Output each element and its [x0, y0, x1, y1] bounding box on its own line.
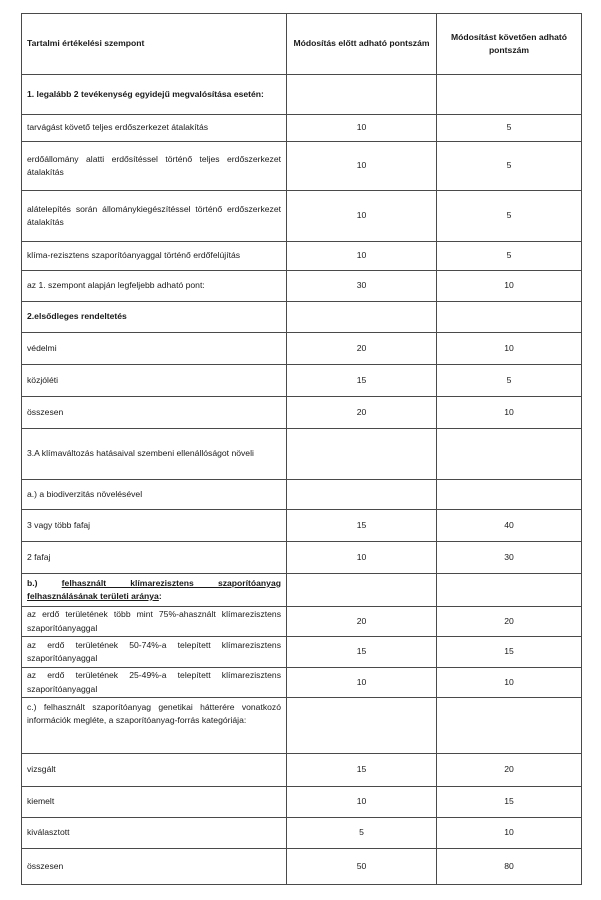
- table-row: [22, 142, 582, 191]
- row-label: védelmi: [22, 333, 287, 365]
- row-score-after: 5: [437, 191, 582, 242]
- row-label: klíma-rezisztens szaporítóanyaggal történő erdőfelújítás: [22, 242, 287, 271]
- row-score-before: 15: [287, 754, 437, 787]
- row-score-after: 5: [437, 115, 582, 142]
- row-score-after: [437, 302, 582, 333]
- table-row: [22, 191, 582, 242]
- row-label: kiemelt: [22, 787, 287, 818]
- row-label: 3 vagy több fafaj: [22, 510, 287, 542]
- row-label: c.) felhasznált szaporítóanyag genetikai hátterére vonatkozó információk megléte, a szaporítóanyag-forrás kategóriája:: [22, 698, 287, 754]
- row-label: 1. legalább 2 tevékenység egyidejű megvalósítása esetén:: [22, 75, 287, 115]
- row-score-before: 20: [287, 397, 437, 429]
- row-label: az erdő területének 50-74%-a telepített klímarezisztens szaporítóanyaggal: [22, 637, 287, 668]
- row-score-before: 20: [287, 333, 437, 365]
- row-score-before: 15: [287, 510, 437, 542]
- row-label: a.) a biodiverzitás növelésével: [22, 480, 287, 510]
- table-row: [22, 333, 582, 365]
- row-score-after: 15: [437, 637, 582, 668]
- row-score-before: 10: [287, 542, 437, 574]
- row-label: összesen: [22, 849, 287, 885]
- header-criterion: Tartalmi értékelési szempont: [22, 14, 287, 75]
- row-score-after: 20: [437, 607, 582, 637]
- row-score-before: 15: [287, 637, 437, 668]
- table-row: [22, 574, 582, 607]
- table-row: [22, 754, 582, 787]
- row-label: az 1. szempont alapján legfeljebb adható pont:: [22, 271, 287, 302]
- row-label-prefix: b.): [27, 577, 62, 588]
- row-score-after: [437, 480, 582, 510]
- row-label: vizsgált: [22, 754, 287, 787]
- row-score-before: 10: [287, 242, 437, 271]
- row-score-after: 5: [437, 365, 582, 397]
- table-row: [22, 115, 582, 142]
- row-score-after: 10: [437, 333, 582, 365]
- row-score-after: [437, 698, 582, 754]
- row-score-before: 30: [287, 271, 437, 302]
- row-score-before: 10: [287, 191, 437, 242]
- table-row: [22, 849, 582, 885]
- row-label: az erdő területének 25-49%-a telepített klímarezisztens szaporítóanyaggal: [22, 668, 287, 698]
- row-label: [22, 574, 287, 607]
- row-label: 3.A klímaváltozás hatásaival szembeni ellenállóságot növeli: [22, 429, 287, 480]
- table-row: [22, 698, 582, 754]
- row-score-after: 40: [437, 510, 582, 542]
- row-label: közjóléti: [22, 365, 287, 397]
- table-row: [22, 302, 582, 333]
- table-row: [22, 75, 582, 115]
- row-score-before: [287, 302, 437, 333]
- row-label: alátelepítés során állománykiegészítéssel történő erdőszerkezet átalakítás: [22, 191, 287, 242]
- scoring-table: [21, 13, 582, 885]
- row-score-after: 5: [437, 142, 582, 191]
- row-score-after: 10: [437, 668, 582, 698]
- row-score-before: [287, 75, 437, 115]
- table-row: [22, 510, 582, 542]
- row-score-before: 10: [287, 142, 437, 191]
- table-row: [22, 365, 582, 397]
- table-row: [22, 787, 582, 818]
- row-score-before: [287, 429, 437, 480]
- header-score-before: Módosítás előtt adható pontszám: [287, 14, 437, 75]
- row-score-before: 15: [287, 365, 437, 397]
- row-score-before: 50: [287, 849, 437, 885]
- row-score-after: 15: [437, 787, 582, 818]
- table-header-row: [22, 14, 582, 75]
- row-score-before: [287, 698, 437, 754]
- row-score-after: 80: [437, 849, 582, 885]
- row-score-after: 10: [437, 818, 582, 849]
- row-score-after: 10: [437, 271, 582, 302]
- row-score-before: 10: [287, 787, 437, 818]
- row-label: 2.elsődleges rendeltetés: [22, 302, 287, 333]
- row-score-after: 10: [437, 397, 582, 429]
- row-score-after: 30: [437, 542, 582, 574]
- table-row: [22, 271, 582, 302]
- table-row: [22, 542, 582, 574]
- row-score-before: 10: [287, 668, 437, 698]
- row-score-before: 10: [287, 115, 437, 142]
- table-row: [22, 397, 582, 429]
- header-score-after: Módosítást követően adható pontszám: [437, 14, 582, 75]
- row-score-after: [437, 75, 582, 115]
- row-score-before: [287, 574, 437, 607]
- row-score-after: [437, 429, 582, 480]
- table-row: [22, 818, 582, 849]
- row-score-after: 20: [437, 754, 582, 787]
- row-label: 2 fafaj: [22, 542, 287, 574]
- row-score-after: 5: [437, 242, 582, 271]
- row-label: erdőállomány alatti erdősítéssel történő teljes erdőszerkezet átalakítás: [22, 142, 287, 191]
- row-label-underlined: felhasznált klímarezisztens szaporítóanyag felhasználásának területi aránya: [27, 577, 281, 601]
- table-row: [22, 637, 582, 668]
- row-label: összesen: [22, 397, 287, 429]
- row-label: kiválasztott: [22, 818, 287, 849]
- row-score-before: [287, 480, 437, 510]
- row-score-before: 20: [287, 607, 437, 637]
- table-row: [22, 242, 582, 271]
- table-row: [22, 668, 582, 698]
- row-score-before: 5: [287, 818, 437, 849]
- table-row: [22, 607, 582, 637]
- table-row: [22, 429, 582, 480]
- row-label: tarvágást követő teljes erdőszerkezet átalakítás: [22, 115, 287, 142]
- row-label-suffix: :: [158, 591, 162, 601]
- row-score-after: [437, 574, 582, 607]
- table-row: [22, 480, 582, 510]
- row-label: az erdő területének több mint 75%-ahasznált klímarezisztens szaporítóanyaggal: [22, 607, 287, 637]
